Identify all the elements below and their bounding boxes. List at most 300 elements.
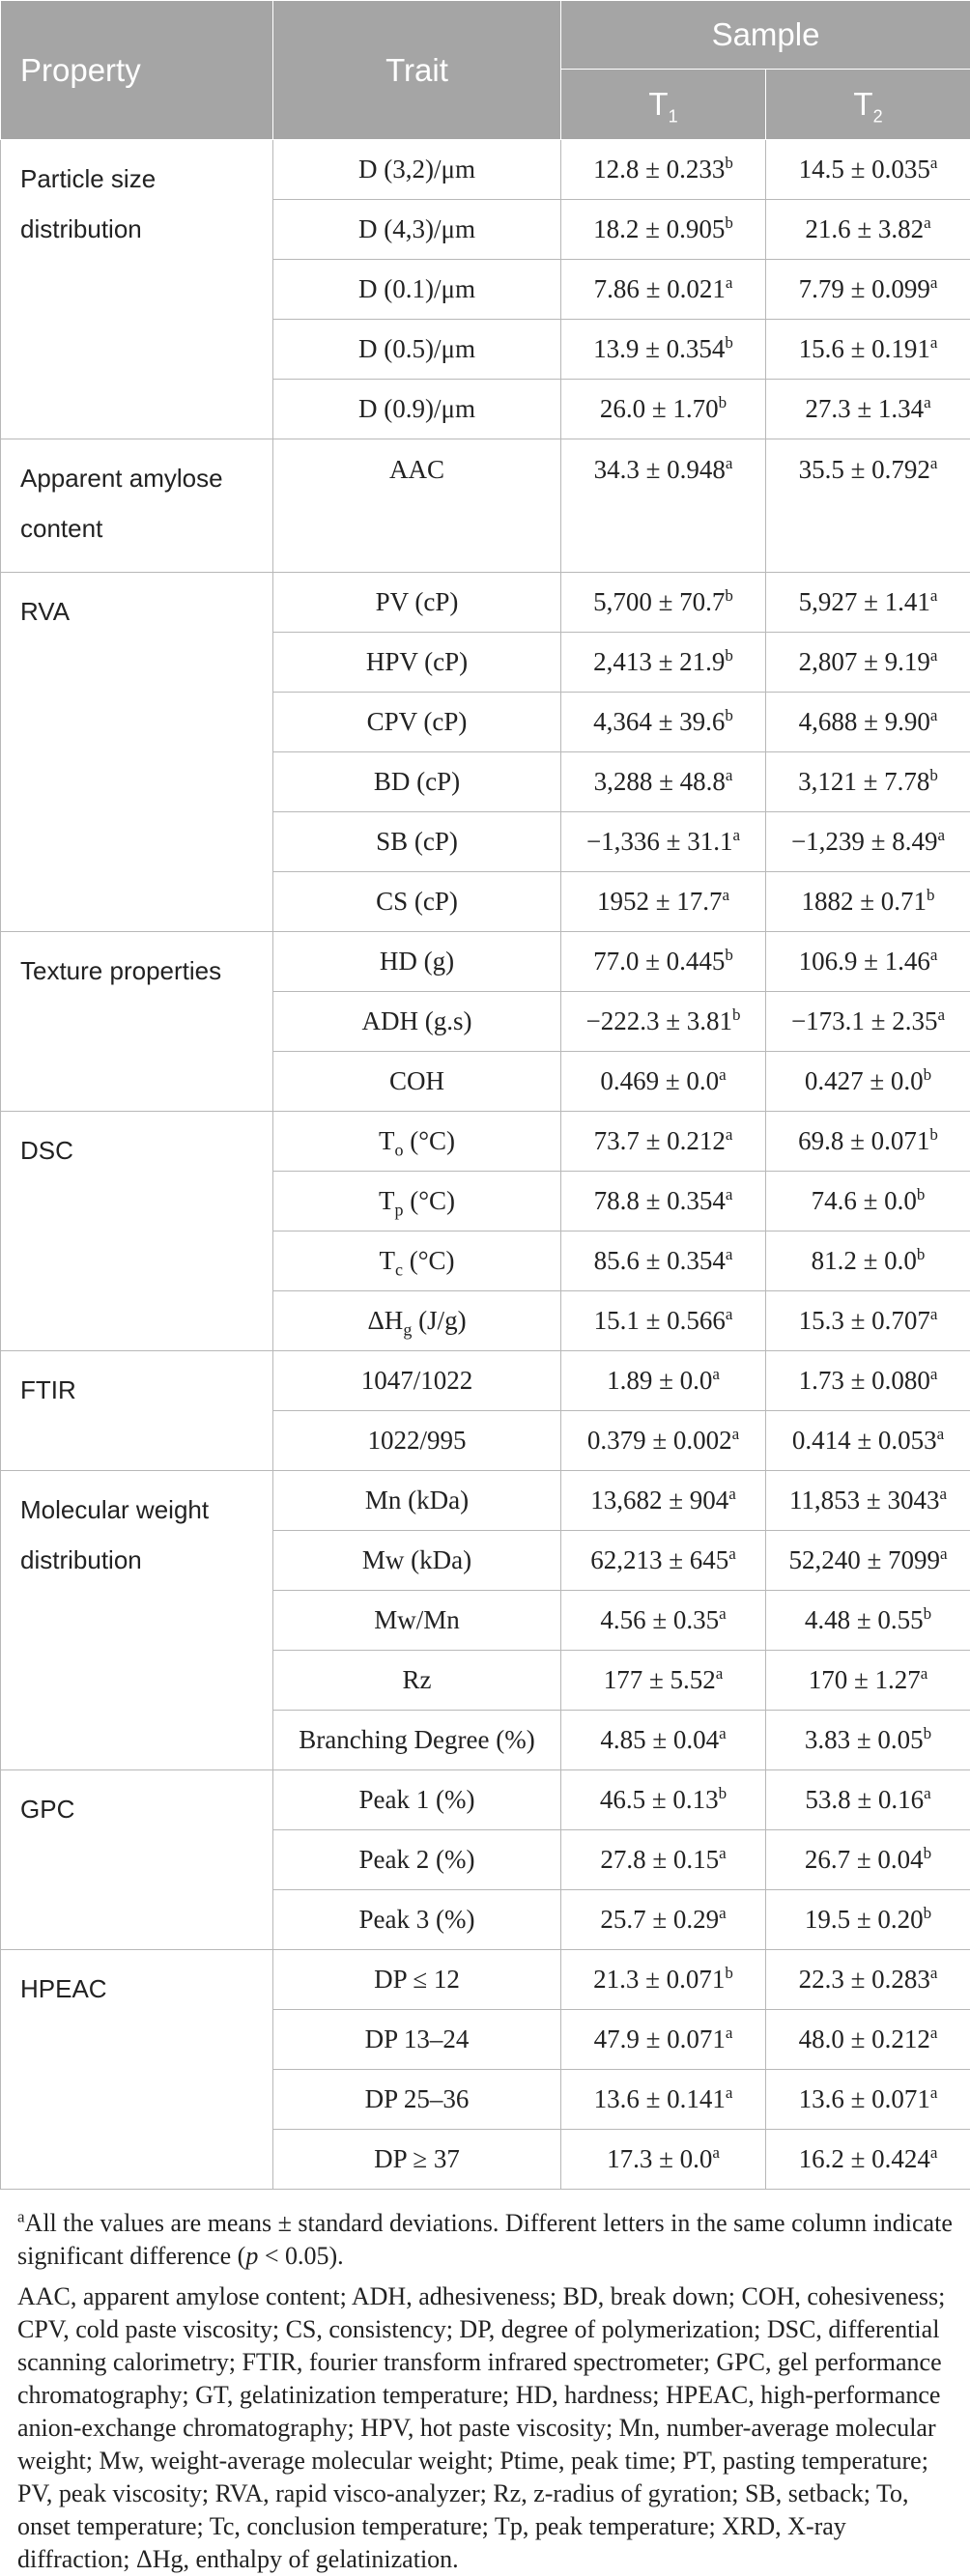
trait-label: ΔH	[367, 1306, 403, 1335]
trait-cell	[273, 2130, 561, 2190]
value-text: 1.89 ± 0.0	[607, 1366, 712, 1395]
significance-letter: b	[924, 1844, 932, 1862]
value-text: 35.5 ± 0.792	[799, 455, 930, 484]
value-cell-t2	[766, 633, 970, 693]
value-cell-t2	[766, 932, 970, 992]
value-cell-t2	[766, 1471, 970, 1531]
significance-letter: a	[924, 213, 931, 232]
value-cell-t1	[561, 693, 766, 752]
value-cell-t2	[766, 693, 970, 752]
value-text: 19.5 ± 0.20	[805, 1905, 924, 1934]
significance-letter: a	[712, 1365, 720, 1383]
value-cell-t2	[766, 439, 970, 573]
trait-cell	[273, 1351, 561, 1411]
significance-letter: a	[719, 1065, 727, 1084]
value-cell-t2	[766, 1531, 970, 1591]
table-row	[1, 140, 970, 200]
trait-cell	[273, 1591, 561, 1651]
trait-label: 1022/995	[367, 1426, 466, 1455]
value-cell-t2	[766, 2070, 970, 2130]
significance-letter: a	[716, 1664, 724, 1683]
value-text: 62,213 ± 645	[590, 1545, 728, 1574]
value-text: 3,288 ± 48.8	[594, 767, 726, 796]
value-cell-t1	[561, 1411, 766, 1471]
value-cell-t1	[561, 1711, 766, 1770]
trait-cell	[273, 1112, 561, 1172]
value-cell-t1	[561, 1830, 766, 1890]
trait-label: Branching Degree (%)	[299, 1725, 534, 1754]
trait-label: DP ≥ 37	[374, 2144, 460, 2173]
value-text: 11,853 ± 3043	[789, 1486, 940, 1514]
significance-letter: b	[725, 646, 733, 665]
table-row	[1, 1950, 970, 2010]
value-text: 17.3 ± 0.0	[607, 2144, 712, 2173]
significance-letter: a	[924, 393, 931, 411]
trait-label: T	[379, 1186, 395, 1215]
value-cell-t1	[561, 1531, 766, 1591]
value-cell-t2	[766, 872, 970, 932]
significance-letter: a	[723, 886, 730, 904]
trait-cell	[273, 872, 561, 932]
trait-cell	[273, 1471, 561, 1531]
significance-letter: a	[726, 454, 733, 472]
value-text: 26.7 ± 0.04	[805, 1845, 924, 1874]
header-t2-sub: 2	[873, 107, 883, 127]
value-cell-t2	[766, 140, 970, 200]
trait-cell	[273, 992, 561, 1052]
significance-letter: a	[726, 1305, 733, 1323]
significance-letter: a	[930, 646, 938, 665]
significance-letter: b	[927, 886, 935, 904]
table-row	[1, 439, 970, 573]
significance-letter: a	[938, 826, 946, 844]
value-cell-t2	[766, 200, 970, 260]
value-text: 78.8 ± 0.354	[594, 1186, 726, 1215]
significance-letter: a	[930, 586, 938, 605]
trait-subscript: p	[394, 1200, 403, 1219]
value-cell-t2	[766, 260, 970, 320]
trait-label: Mw (kDa)	[362, 1545, 471, 1574]
value-text: 73.7 ± 0.212	[594, 1126, 726, 1155]
value-text: 13.6 ± 0.071	[799, 2084, 930, 2113]
trait-cell	[273, 633, 561, 693]
significance-letter: a	[930, 333, 938, 352]
trait-cell	[273, 2070, 561, 2130]
significance-letter: a	[940, 1485, 948, 1503]
value-text: −222.3 ± 3.81	[585, 1006, 732, 1035]
significance-letter: a	[930, 273, 938, 292]
footnote-significance	[17, 2207, 953, 2273]
footnote-text: All the values are means ± standard deviations. Different letters in the same column indicate significant difference (	[17, 2209, 953, 2270]
value-text: 15.3 ± 0.707	[799, 1306, 930, 1335]
value-cell-t1	[561, 932, 766, 992]
value-cell-t2	[766, 1770, 970, 1830]
trait-cell	[273, 2010, 561, 2070]
value-text: 0.469 ± 0.0	[600, 1066, 719, 1095]
trait-label: T	[379, 1246, 395, 1275]
trait-label: BD (cP)	[374, 767, 460, 796]
trait-label: DP 25–36	[365, 2084, 470, 2113]
value-text: 25.7 ± 0.29	[600, 1905, 719, 1934]
value-text: 53.8 ± 0.16	[805, 1785, 924, 1814]
header-t1-sub: 1	[669, 107, 678, 127]
trait-label: PV (cP)	[376, 587, 459, 616]
header-t1	[561, 70, 766, 140]
significance-letter: b	[924, 1724, 932, 1742]
significance-letter: a	[930, 946, 938, 964]
trait-unit: (°C)	[403, 1126, 455, 1155]
value-text: 14.5 ± 0.035	[799, 155, 930, 184]
footnote-text-end: < 0.05).	[258, 2242, 343, 2270]
trait-cell	[273, 1531, 561, 1591]
value-cell-t2	[766, 1291, 970, 1351]
value-text: 3,121 ± 7.78	[798, 767, 929, 796]
trait-label: DP ≤ 12	[374, 1965, 460, 1994]
value-text: 4.48 ± 0.55	[805, 1605, 924, 1634]
property-cell: DSC	[1, 1112, 273, 1351]
significance-letter: b	[725, 213, 733, 232]
value-text: 52,240 ± 7099	[788, 1545, 940, 1574]
trait-unit: (°C)	[403, 1246, 455, 1275]
significance-letter: b	[929, 1125, 938, 1144]
significance-letter: a	[930, 154, 938, 172]
value-text: 177 ± 5.52	[604, 1665, 716, 1694]
value-cell-t2	[766, 573, 970, 633]
trait-cell	[273, 693, 561, 752]
value-cell-t1	[561, 752, 766, 812]
value-cell-t1	[561, 1591, 766, 1651]
value-cell-t2	[766, 992, 970, 1052]
value-cell-t2	[766, 2010, 970, 2070]
value-text: 0.414 ± 0.053	[792, 1426, 937, 1455]
value-cell-t1	[561, 1231, 766, 1291]
value-text: 3.83 ± 0.05	[805, 1725, 924, 1754]
property-cell: Texture properties	[1, 932, 273, 1112]
significance-letter: a	[940, 1544, 948, 1563]
trait-label: D (0.5)/μm	[358, 334, 475, 363]
value-cell-t2	[766, 752, 970, 812]
trait-label: CPV (cP)	[367, 707, 468, 736]
value-cell-t2	[766, 320, 970, 380]
trait-cell	[273, 573, 561, 633]
footnote-abbreviations: AAC, apparent amylose content; ADH, adhesiveness; BD, break down; COH, cohesiveness; CPV, cold paste viscosity; CS, consistency; DP, degree of polymerization; DSC, differential scanning calorimetry; FTIR, fourier transform infrared spectrometer; GPC, gel performance chromatography; GT, gelatinization temperature; HD, hardness; HPEAC, high-performance anion-exchange chromatography; HPV, hot paste viscosity; Mn, number-average molecular weight; Mw, weight-average molecular weight; Ptime, peak time; PT, pasting temperature; PV, peak viscosity; RVA, rapid visco-analyzer; Rz, z-radius of gyration; SB, setback; To, onset temperature; Tc, conclusion temperature; Tp, peak temperature; XRD, X-ray diffraction; ΔHg, enthalpy of gelatinization.	[17, 2280, 953, 2576]
trait-label: COH	[389, 1066, 444, 1095]
trait-unit: (J/g)	[412, 1306, 466, 1335]
trait-label: Peak 2 (%)	[359, 1845, 475, 1874]
trait-label: Mn (kDa)	[365, 1486, 469, 1514]
trait-label: Rz	[403, 1665, 432, 1694]
table-row	[1, 1351, 970, 1411]
table-row	[1, 932, 970, 992]
value-cell-t2	[766, 1830, 970, 1890]
trait-label: D (4,3)/μm	[358, 214, 475, 243]
value-text: −1,336 ± 31.1	[586, 827, 733, 856]
value-cell-t2	[766, 2130, 970, 2190]
value-cell-t1	[561, 1172, 766, 1231]
trait-cell	[273, 1770, 561, 1830]
value-text: 2,413 ± 21.9	[593, 647, 725, 676]
value-text: 170 ± 1.27	[809, 1665, 921, 1694]
header-property: Property	[1, 1, 273, 140]
trait-cell	[273, 1052, 561, 1112]
significance-letter: a	[726, 1185, 733, 1203]
significance-letter: a	[726, 766, 733, 784]
trait-cell	[273, 752, 561, 812]
value-cell-t1	[561, 573, 766, 633]
value-cell-t1	[561, 2070, 766, 2130]
value-text: 1.73 ± 0.080	[799, 1366, 930, 1395]
header-t2	[766, 70, 970, 140]
trait-label: Peak 3 (%)	[359, 1905, 475, 1934]
value-cell-t1	[561, 1351, 766, 1411]
significance-letter: a	[937, 1425, 945, 1443]
value-text: 18.2 ± 0.905	[593, 214, 725, 243]
value-text: 13.6 ± 0.141	[594, 2084, 726, 2113]
value-text: 1952 ± 17.7	[597, 887, 723, 916]
table-body	[1, 140, 970, 2190]
value-text: 4.85 ± 0.04	[600, 1725, 719, 1754]
trait-cell	[273, 1890, 561, 1950]
significance-letter: b	[725, 1964, 733, 1982]
trait-label: HD (g)	[380, 947, 454, 976]
value-text: 15.1 ± 0.566	[594, 1306, 726, 1335]
value-text: 27.3 ± 1.34	[805, 394, 924, 423]
value-text: 34.3 ± 0.948	[594, 455, 726, 484]
trait-label: Peak 1 (%)	[359, 1785, 475, 1814]
table-row	[1, 573, 970, 633]
value-text: 4,688 ± 9.90	[799, 707, 930, 736]
value-cell-t1	[561, 2130, 766, 2190]
significance-letter: a	[719, 1904, 727, 1922]
property-cell: RVA	[1, 573, 273, 932]
value-text: −173.1 ± 2.35	[791, 1006, 938, 1035]
significance-letter: b	[924, 1065, 932, 1084]
significance-letter: a	[728, 1544, 736, 1563]
value-text: 22.3 ± 0.283	[799, 1965, 930, 1994]
footnote-p: p	[245, 2242, 258, 2270]
value-cell-t2	[766, 1052, 970, 1112]
value-text: 0.379 ± 0.002	[587, 1426, 732, 1455]
trait-subscript: o	[394, 1140, 403, 1159]
value-text: 15.6 ± 0.191	[799, 334, 930, 363]
value-cell-t2	[766, 812, 970, 872]
significance-letter: a	[930, 706, 938, 724]
significance-letter: b	[924, 1604, 932, 1623]
significance-letter: a	[726, 273, 733, 292]
significance-letter: b	[917, 1185, 926, 1203]
value-cell-t2	[766, 1172, 970, 1231]
value-text: 21.3 ± 0.071	[593, 1965, 725, 1994]
value-cell-t1	[561, 140, 766, 200]
significance-letter: b	[725, 154, 733, 172]
table-row	[1, 1471, 970, 1531]
value-cell-t2	[766, 1591, 970, 1651]
header-t2-base: T	[853, 86, 872, 122]
significance-letter: a	[719, 1724, 727, 1742]
significance-letter: a	[733, 826, 741, 844]
value-cell-t2	[766, 1711, 970, 1770]
significance-letter: b	[929, 766, 938, 784]
value-text: 26.0 ± 1.70	[600, 394, 719, 423]
value-text: 7.86 ± 0.021	[594, 274, 726, 303]
value-cell-t1	[561, 2010, 766, 2070]
value-cell-t1	[561, 1471, 766, 1531]
value-text: 13.9 ± 0.354	[593, 334, 725, 363]
property-cell: FTIR	[1, 1351, 273, 1471]
trait-label: CS (cP)	[376, 887, 458, 916]
significance-letter: a	[726, 2083, 733, 2102]
value-text: 47.9 ± 0.071	[594, 2024, 726, 2053]
value-cell-t1	[561, 439, 766, 573]
trait-label: HPV (cP)	[366, 647, 468, 676]
value-cell-t1	[561, 1291, 766, 1351]
value-text: 27.8 ± 0.15	[600, 1845, 719, 1874]
value-text: 74.6 ± 0.0	[812, 1186, 917, 1215]
value-cell-t1	[561, 872, 766, 932]
value-text: 81.2 ± 0.0	[812, 1246, 917, 1275]
trait-cell	[273, 380, 561, 439]
value-text: 1882 ± 0.71	[801, 887, 927, 916]
trait-label: AAC	[389, 455, 444, 484]
value-text: 106.9 ± 1.46	[799, 947, 930, 976]
value-cell-t2	[766, 1351, 970, 1411]
value-cell-t1	[561, 1112, 766, 1172]
table-footnotes	[0, 2190, 970, 2576]
value-text: 48.0 ± 0.212	[799, 2024, 930, 2053]
trait-label: 1047/1022	[361, 1366, 473, 1395]
significance-letter: a	[930, 454, 938, 472]
value-cell-t1	[561, 1890, 766, 1950]
value-cell-t1	[561, 1950, 766, 2010]
value-cell-t1	[561, 1052, 766, 1112]
significance-letter: a	[930, 2024, 938, 2042]
property-cell: Molecular weight distribution	[1, 1471, 273, 1770]
value-cell-t2	[766, 1411, 970, 1471]
significance-letter: b	[924, 1904, 932, 1922]
significance-letter: a	[712, 2143, 720, 2162]
significance-letter: a	[930, 1365, 938, 1383]
trait-unit: (°C)	[403, 1186, 455, 1215]
value-text: 2,807 ± 9.19	[799, 647, 930, 676]
value-text: 69.8 ± 0.071	[798, 1126, 929, 1155]
value-cell-t1	[561, 200, 766, 260]
value-text: 4,364 ± 39.6	[593, 707, 725, 736]
value-text: 5,927 ± 1.41	[799, 587, 930, 616]
header-trait: Trait	[273, 1, 561, 140]
significance-letter: a	[719, 1604, 727, 1623]
trait-label: ADH (g.s)	[362, 1006, 472, 1035]
trait-cell	[273, 1172, 561, 1231]
value-text: −1,239 ± 8.49	[791, 827, 938, 856]
significance-letter: b	[917, 1245, 926, 1263]
value-text: 16.2 ± 0.424	[799, 2144, 930, 2173]
value-cell-t1	[561, 1770, 766, 1830]
value-cell-t2	[766, 1112, 970, 1172]
trait-cell	[273, 260, 561, 320]
significance-letter: a	[732, 1425, 740, 1443]
trait-cell	[273, 1231, 561, 1291]
significance-letter: a	[726, 2024, 733, 2042]
value-cell-t2	[766, 380, 970, 439]
significance-letter: b	[725, 706, 733, 724]
trait-cell	[273, 1711, 561, 1770]
significance-letter: b	[725, 946, 733, 964]
footnote-marker: a	[17, 2207, 25, 2225]
table-row	[1, 1770, 970, 1830]
value-cell-t1	[561, 320, 766, 380]
header-sample: Sample	[561, 1, 970, 70]
significance-letter: a	[924, 1784, 931, 1802]
value-cell-t1	[561, 1651, 766, 1711]
trait-label: DP 13–24	[365, 2024, 470, 2053]
significance-letter: a	[930, 1305, 938, 1323]
value-cell-t1	[561, 992, 766, 1052]
trait-cell	[273, 320, 561, 380]
trait-cell	[273, 1830, 561, 1890]
significance-letter: b	[725, 586, 733, 605]
significance-letter: b	[725, 333, 733, 352]
trait-label: SB (cP)	[376, 827, 458, 856]
significance-letter: b	[719, 393, 728, 411]
significance-letter: a	[930, 1964, 938, 1982]
value-cell-t1	[561, 260, 766, 320]
significance-letter: a	[726, 1245, 733, 1263]
significance-letter: a	[728, 1485, 736, 1503]
value-text: 12.8 ± 0.233	[593, 155, 725, 184]
trait-cell	[273, 812, 561, 872]
significance-letter: a	[921, 1664, 928, 1683]
value-text: 21.6 ± 3.82	[805, 214, 924, 243]
trait-cell	[273, 1651, 561, 1711]
trait-cell	[273, 1950, 561, 2010]
value-text: 85.6 ± 0.354	[594, 1246, 726, 1275]
trait-subscript: c	[395, 1260, 403, 1279]
value-text: 13,682 ± 904	[590, 1486, 728, 1514]
trait-cell	[273, 140, 561, 200]
significance-letter: a	[938, 1005, 946, 1024]
trait-label: T	[379, 1126, 395, 1155]
significance-letter: a	[726, 1125, 733, 1144]
trait-cell	[273, 200, 561, 260]
table-header	[1, 1, 970, 140]
property-cell: Apparent amylose content	[1, 439, 273, 573]
significance-letter: b	[719, 1784, 728, 1802]
value-cell-t2	[766, 1651, 970, 1711]
table-row	[1, 1112, 970, 1172]
trait-label: D (0.1)/μm	[358, 274, 475, 303]
value-cell-t1	[561, 633, 766, 693]
property-cell: HPEAC	[1, 1950, 273, 2190]
trait-subscript: g	[403, 1319, 412, 1339]
value-cell-t2	[766, 1890, 970, 1950]
trait-label: D (0.9)/μm	[358, 394, 475, 423]
value-cell-t2	[766, 1231, 970, 1291]
value-text: 46.5 ± 0.13	[600, 1785, 719, 1814]
trait-cell	[273, 1411, 561, 1471]
header-t1-base: T	[648, 86, 668, 122]
value-text: 77.0 ± 0.445	[593, 947, 725, 976]
value-text: 4.56 ± 0.35	[600, 1605, 719, 1634]
value-cell-t2	[766, 1950, 970, 2010]
trait-cell	[273, 439, 561, 573]
value-text: 0.427 ± 0.0	[805, 1066, 924, 1095]
trait-cell	[273, 932, 561, 992]
value-text: 5,700 ± 70.7	[593, 587, 725, 616]
significance-letter: a	[930, 2143, 938, 2162]
significance-letter: a	[930, 2083, 938, 2102]
value-text: 7.79 ± 0.099	[799, 274, 930, 303]
trait-label: D (3,2)/μm	[358, 155, 475, 184]
